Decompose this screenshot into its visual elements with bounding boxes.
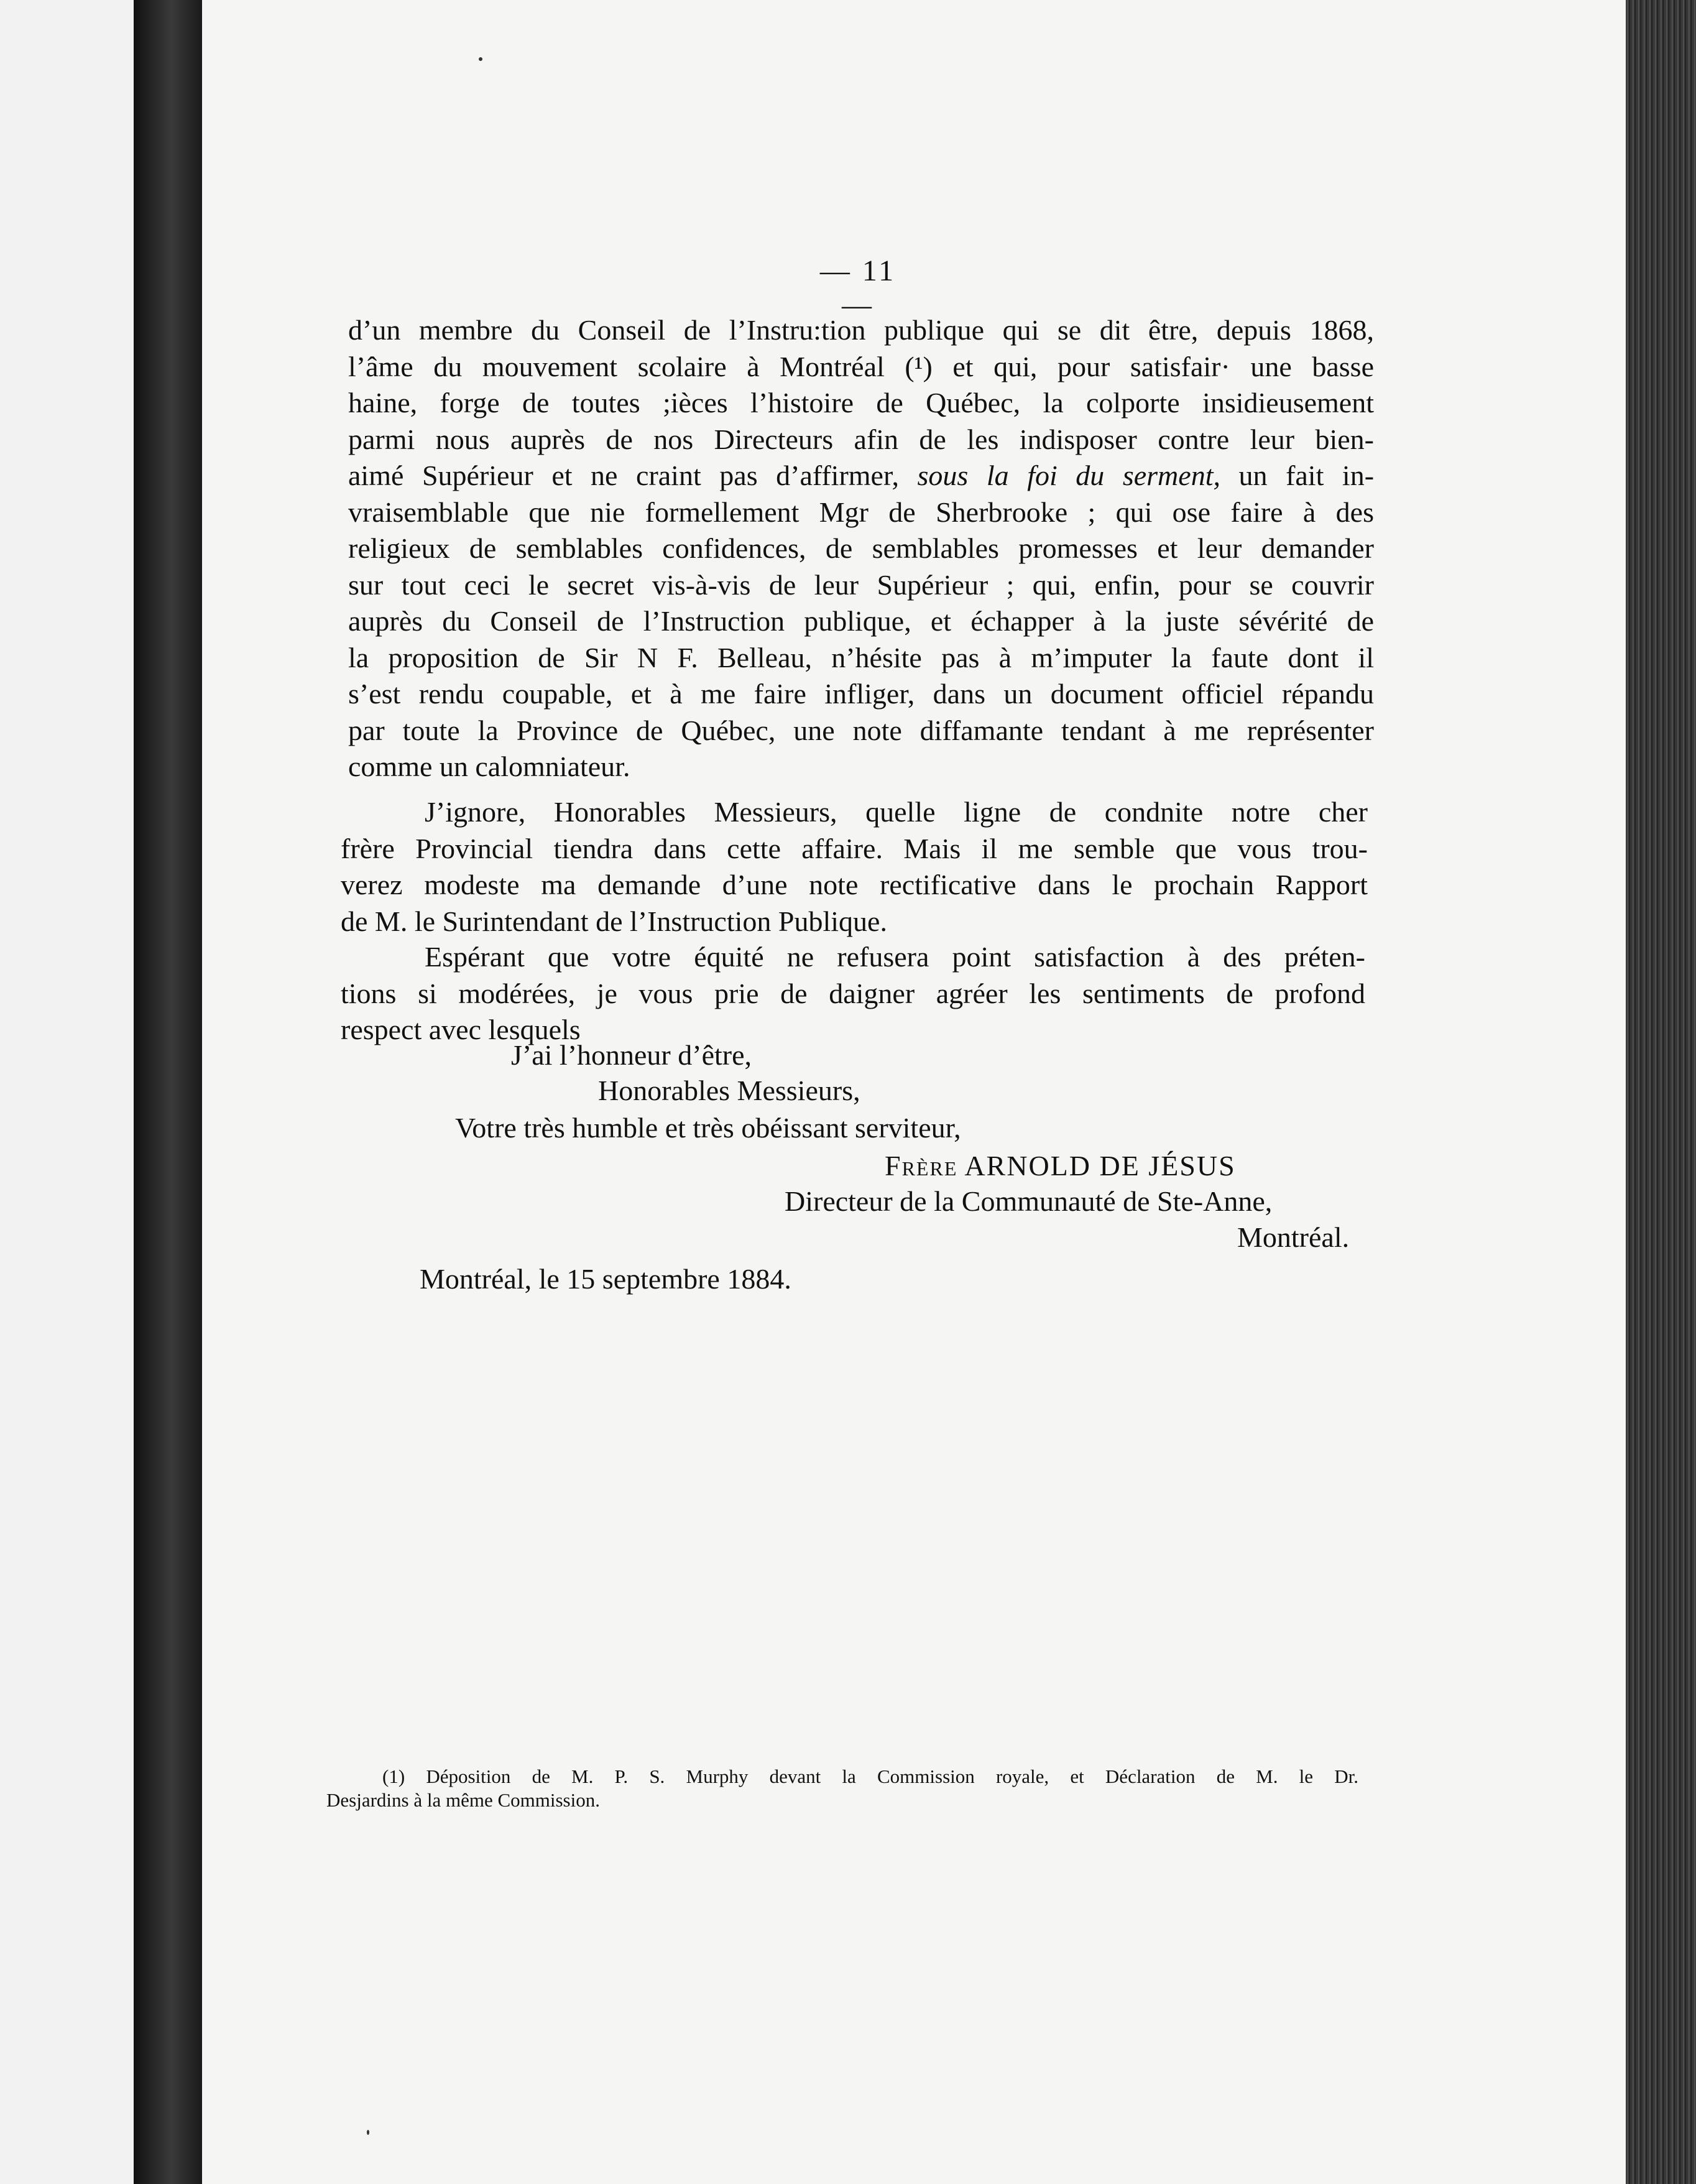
text-segment: un fait in- <box>1238 460 1375 491</box>
text-line: sur tout ceci le secret vis-à-vis de leur Supérieur ; qui, enfin, pour se couvrir <box>348 568 1374 601</box>
signature-title: Directeur de la Communauté de Ste-Anne, <box>785 1185 1273 1217</box>
footnote <box>326 1765 1358 1812</box>
text-line: J’ignore, Honorables Messieurs, quelle ligne de condnite notre cher <box>425 796 1368 828</box>
page-number: — 11 — <box>819 254 896 322</box>
text-line: l’âme du mouvement scolaire à Montréal (¹) et qui, pour satisfair· une basse <box>348 350 1374 382</box>
italic-phrase: sous la foi du serment, <box>917 460 1220 491</box>
closing-line-1: J’ai l’honneur d’être, <box>511 1039 752 1071</box>
text-line: respect avec lesquels <box>341 1014 581 1045</box>
text-line: vraisemblable que nie formellement Mgr de Sherbrooke ; qui ose faire à des <box>348 496 1374 528</box>
text-line: s’est rendu coupable, et à me faire infliger, dans un document officiel répandu <box>348 678 1374 710</box>
body-paragraph-1 <box>348 312 1374 785</box>
text-line: comme un calomniateur. <box>348 751 630 782</box>
footnote-line-1: (1) Déposition de M. P. S. Murphy devant la Commission royale, et Déclaration de M. le Dr. <box>382 1765 1358 1787</box>
text-line: la proposition de Sir N F. Belleau, n’hésite pas à m’imputer la faute dont il <box>348 641 1374 673</box>
text-line: d’un membre du Conseil de l’Instru:tion publique qui se dit être, depuis 1868, <box>348 314 1374 346</box>
text-line: frère Provincial tiendra dans cette affaire. Mais il me semble que vous trou- <box>341 832 1368 864</box>
text-segment: aimé Supérieur et ne craint pas d’affirmer, <box>348 460 899 491</box>
text-line-with-italic <box>348 458 1374 494</box>
text-line: verez modeste ma demande d’une note rectificative dans le prochain Rapport <box>341 869 1368 900</box>
body-paragraph-2 <box>341 794 1368 940</box>
signature-city: Montréal. <box>1237 1221 1350 1253</box>
text-line: de M. le Surintendant de l’Instruction Publique. <box>341 905 887 937</box>
text-line: religieux de semblables confidences, de semblables promesses et leur demander <box>348 532 1374 564</box>
text-line: Espérant que votre équité ne refusera point satisfaction à des préten- <box>425 941 1365 973</box>
body-paragraph-3 <box>341 939 1365 1048</box>
text-line: auprès du Conseil de l’Instruction publique, et échapper à la juste sévérité de <box>348 605 1374 637</box>
closing-line-2: Honorables Messieurs, <box>598 1075 860 1106</box>
text-line: parmi nous auprès de nos Directeurs afin de les indisposer contre leur bien- <box>348 423 1374 455</box>
text-line: haine, forge de toutes ;ièces l’histoire de Québec, la colporte insidieusement <box>348 387 1374 419</box>
dateline: Montréal, le 15 septembre 1884. <box>420 1263 791 1295</box>
signature-name: Frère ARNOLD DE JÉSUS <box>885 1150 1236 1182</box>
footnote-line-2: Desjardins à la même Commission. <box>326 1789 600 1811</box>
closing-line-3: Votre très humble et très obéissant serviteur, <box>455 1112 961 1144</box>
scan-left-margin <box>0 0 134 2184</box>
scan-speck <box>479 57 482 61</box>
scan-speck <box>367 2130 369 2135</box>
scan-right-page-edges <box>1626 0 1696 2184</box>
text-line: tions si modérées, je vous prie de daigner agréer les sentiments de profond <box>341 977 1365 1009</box>
text-line: par toute la Province de Québec, une note diffamante tendant à me représenter <box>348 714 1374 746</box>
scan-binding-shadow <box>134 0 202 2184</box>
